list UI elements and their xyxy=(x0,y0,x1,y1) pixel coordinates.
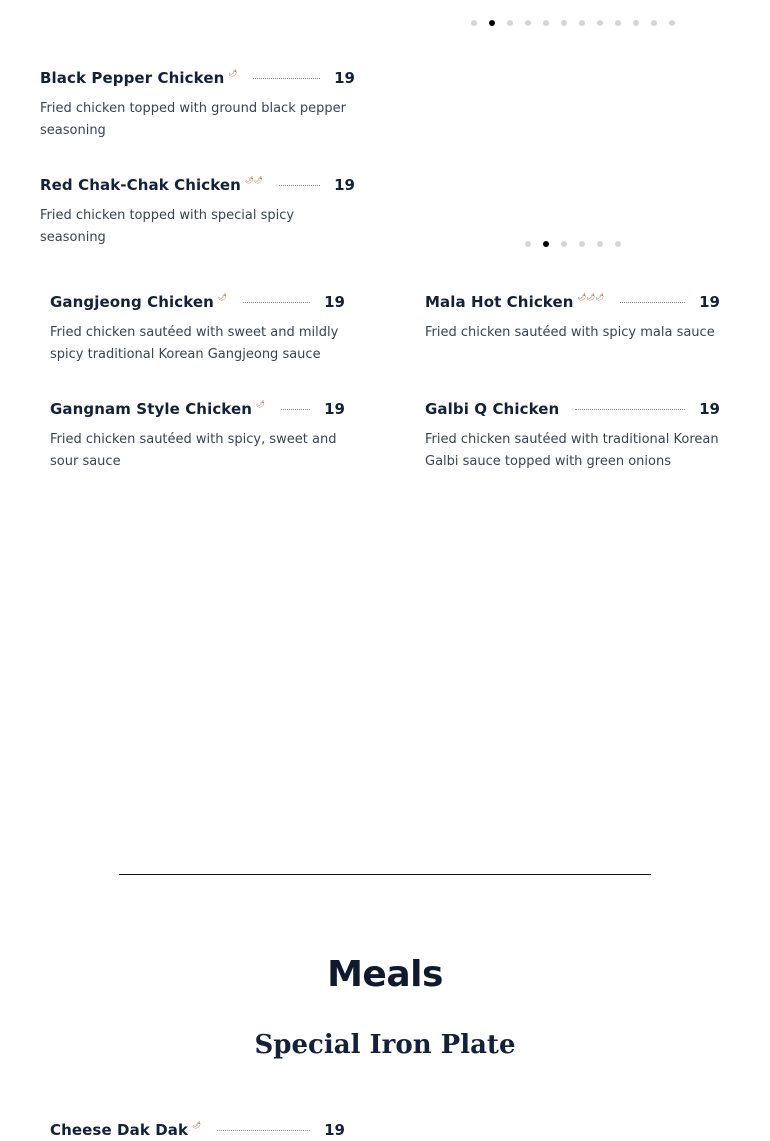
menu-item-name: Gangjeong Chicken xyxy=(50,293,214,311)
menu-item-header xyxy=(50,398,345,420)
menu-item-gangjeong-chicken xyxy=(50,291,345,366)
menu-item-price: 19 xyxy=(324,293,345,311)
menu-item-description: Fried chicken sautéed with spicy mala sauce xyxy=(425,325,715,340)
menu-item-header xyxy=(50,1119,345,1141)
menu-item-name: Mala Hot Chicken xyxy=(425,293,574,311)
menu-item-price: 19 xyxy=(334,176,355,194)
dotted-leader xyxy=(279,185,320,186)
carousel-dot[interactable] xyxy=(613,18,623,28)
menu-item-header xyxy=(50,291,345,313)
chili-icon: 🌶🌶 xyxy=(244,176,263,184)
dotted-leader xyxy=(243,302,310,303)
menu-item-price: 19 xyxy=(324,400,345,418)
chili-icon: 🌶 xyxy=(256,400,265,408)
menu-item-name: Black Pepper Chicken xyxy=(40,69,225,87)
section-subtitle: Special Iron Plate xyxy=(254,1030,516,1060)
menu-item-price: 19 xyxy=(334,69,355,87)
carousel-dot[interactable] xyxy=(613,239,623,249)
menu-item-description: Fried chicken topped with special spicy seasoning xyxy=(40,208,295,245)
dotted-leader xyxy=(575,409,685,410)
chili-icon: 🌶🌶🌶 xyxy=(577,293,605,301)
carousel-pagination-mid xyxy=(523,239,623,249)
carousel-dot-active[interactable] xyxy=(487,18,497,28)
carousel-dot-active[interactable] xyxy=(541,239,551,249)
carousel-dot[interactable] xyxy=(631,18,641,28)
menu-item-red-chak-chak-chicken xyxy=(40,174,355,249)
carousel-dot[interactable] xyxy=(595,239,605,249)
menu-item-name: Gangnam Style Chicken xyxy=(50,400,253,418)
menu-item-black-pepper-chicken xyxy=(40,67,355,142)
menu-item-header xyxy=(40,67,355,89)
carousel-pagination-top xyxy=(469,18,677,28)
carousel-dot[interactable] xyxy=(577,239,587,249)
section-divider xyxy=(119,874,651,875)
carousel-dot[interactable] xyxy=(523,239,533,249)
menu-item-gangnam-style-chicken xyxy=(50,398,345,473)
menu-item-header xyxy=(40,174,355,196)
menu-item-galbi-q-chicken xyxy=(425,398,720,473)
menu-item-mala-hot-chicken xyxy=(425,291,720,344)
chili-icon: 🌶 xyxy=(217,293,227,301)
menu-item-header xyxy=(425,398,720,420)
menu-item-name: Red Chak-Chak Chicken xyxy=(40,176,241,194)
menu-item-description: Fried chicken sautéed with sweet and mildly spicy traditional Korean Gangjeong sauce xyxy=(50,325,339,362)
carousel-dot[interactable] xyxy=(595,18,605,28)
menu-item-name: Cheese Dak Dak xyxy=(50,1121,189,1139)
dotted-leader xyxy=(253,78,320,79)
carousel-dot[interactable] xyxy=(577,18,587,28)
carousel-dot[interactable] xyxy=(505,18,515,28)
menu-item-price: 19 xyxy=(699,293,720,311)
carousel-dot[interactable] xyxy=(523,18,533,28)
menu-item-description: Fried chicken sautéed with spicy, sweet and sour sauce xyxy=(50,432,337,469)
carousel-dot[interactable] xyxy=(667,18,677,28)
menu-item-price: 19 xyxy=(699,400,720,418)
carousel-dot[interactable] xyxy=(469,18,479,28)
dotted-leader xyxy=(281,409,310,410)
dotted-leader xyxy=(620,302,685,303)
chili-icon: 🌶 xyxy=(192,1121,201,1129)
dotted-leader xyxy=(217,1130,310,1131)
carousel-dot[interactable] xyxy=(559,18,569,28)
carousel-dot[interactable] xyxy=(559,239,569,249)
menu-item-price: 19 xyxy=(324,1121,345,1139)
menu-item-partial xyxy=(50,1119,345,1139)
chili-icon: 🌶 xyxy=(228,69,238,77)
carousel-dot[interactable] xyxy=(541,18,551,28)
carousel-dot[interactable] xyxy=(649,18,659,28)
menu-item-name: Galbi Q Chicken xyxy=(425,400,560,418)
section-title: Meals xyxy=(327,954,443,995)
menu-item-description: Fried chicken topped with ground black pepper seasoning xyxy=(40,101,346,138)
menu-item-header xyxy=(425,291,720,313)
menu-item-description: Fried chicken sautéed with traditional Korean Galbi sauce topped with green onions xyxy=(425,432,719,469)
